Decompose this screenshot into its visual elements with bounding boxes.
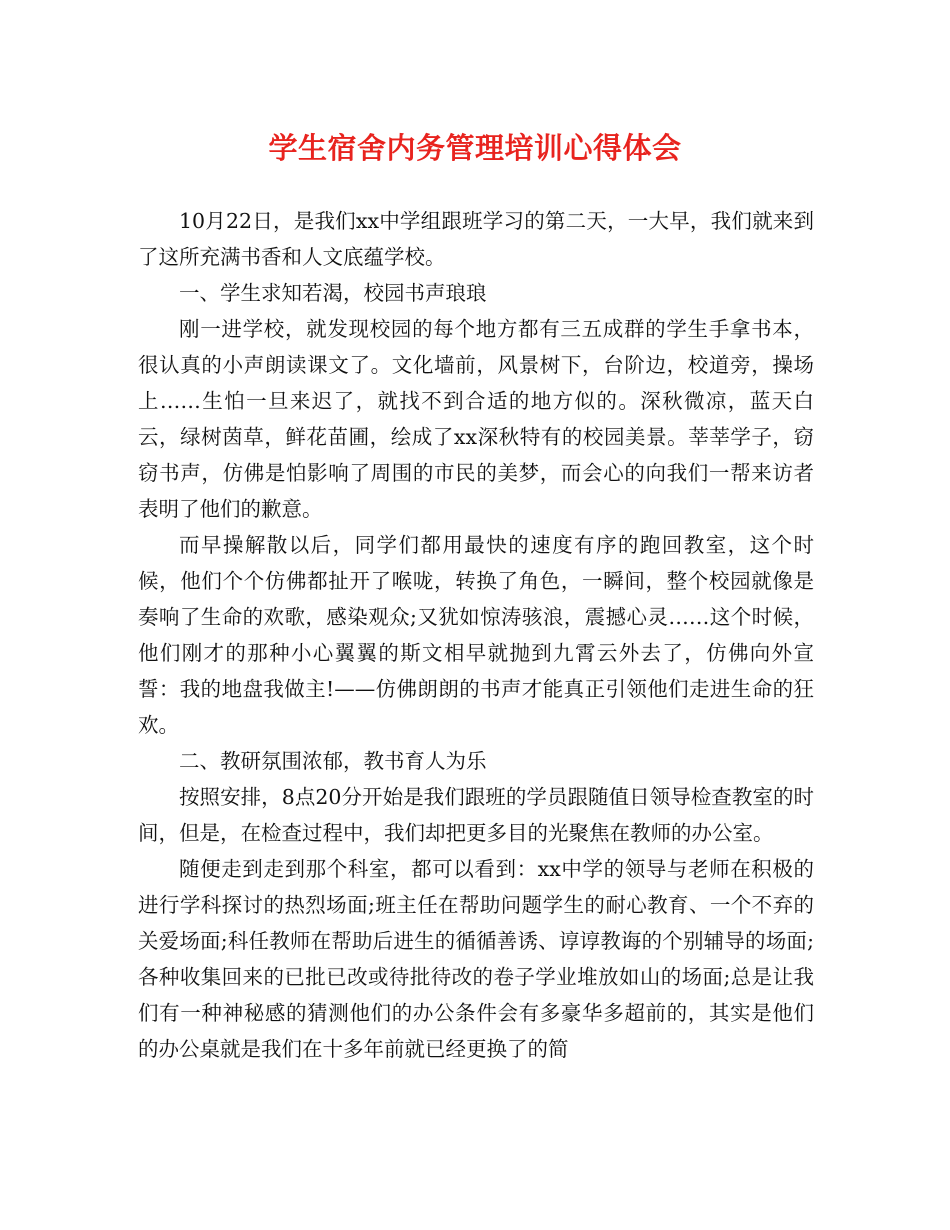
paragraph-morning-reading: 刚一进学校，就发现校园的每个地方都有三五成群的学生手拿书本，很认真的小声朗读课文了。文化墙前，风景树下，台阶边，校道旁，操场上……生怕一旦来迟了，就找不到合适的地方似的。深秋微凉，蓝天白云，绿树茵草，鲜花苗圃，绘成了xx深秋特有的校园美景。莘莘学子，窃窃书声，仿佛是怕影响了周围的市民的美梦，而会心的向我们一帮来访者表明了他们的歉意。: [138, 317, 814, 521]
section-heading-2: 二、教研氛围浓郁，教书育人为乐: [179, 749, 487, 773]
paragraph-intro: 10月22日，是我们xx中学组跟班学习的第二天，一大早，我们就来到了这所充满书香和人文底蕴学校。: [138, 209, 814, 269]
section-heading-1: 一、学生求知若渴，校园书声琅琅: [179, 281, 487, 305]
paragraph-after-exercise: 而早操解散以后，同学们都用最快的速度有序的跑回教室，这个时候，他们个个仿佛都扯开了喉咙，转换了角色，一瞬间，整个校园就像是奏响了生命的欢歌，感染观众;又犹如惊涛骇浪，震撼心灵……这个时候，他们刚才的那种小心翼翼的斯文相早就抛到九霄云外去了，仿佛向外宣誓：我的地盘我做主!——仿佛朗朗的书声才能真正引领他们走进生命的狂欢。: [138, 533, 814, 737]
paragraph-inspection: 按照安排，8点20分开始是我们跟班的学员跟随值日领导检查教室的时间，但是，在检查过程中，我们却把更多目的光聚焦在教师的办公室。: [138, 785, 814, 845]
paragraph-offices: 随便走到走到那个科室，都可以看到：xx中学的领导与老师在积极的进行学科探讨的热烈场面;班主任在帮助问题学生的耐心教育、一个不弃的关爱场面;科任教师在帮助后进生的循循善诱、谆谆教诲的个别辅导的场面;各种收集回来的已批已改或待批待改的卷子学业堆放如山的场面;总是让我们有一种神秘感的猜测他们的办公条件会有多豪华多超前的，其实是他们的办公桌就是我们在十多年前就已经更换了的简: [138, 857, 814, 1061]
document-body: [138, 203, 814, 1067]
document-title: 学生宿舍内务管理培训心得体会: [268, 131, 682, 165]
